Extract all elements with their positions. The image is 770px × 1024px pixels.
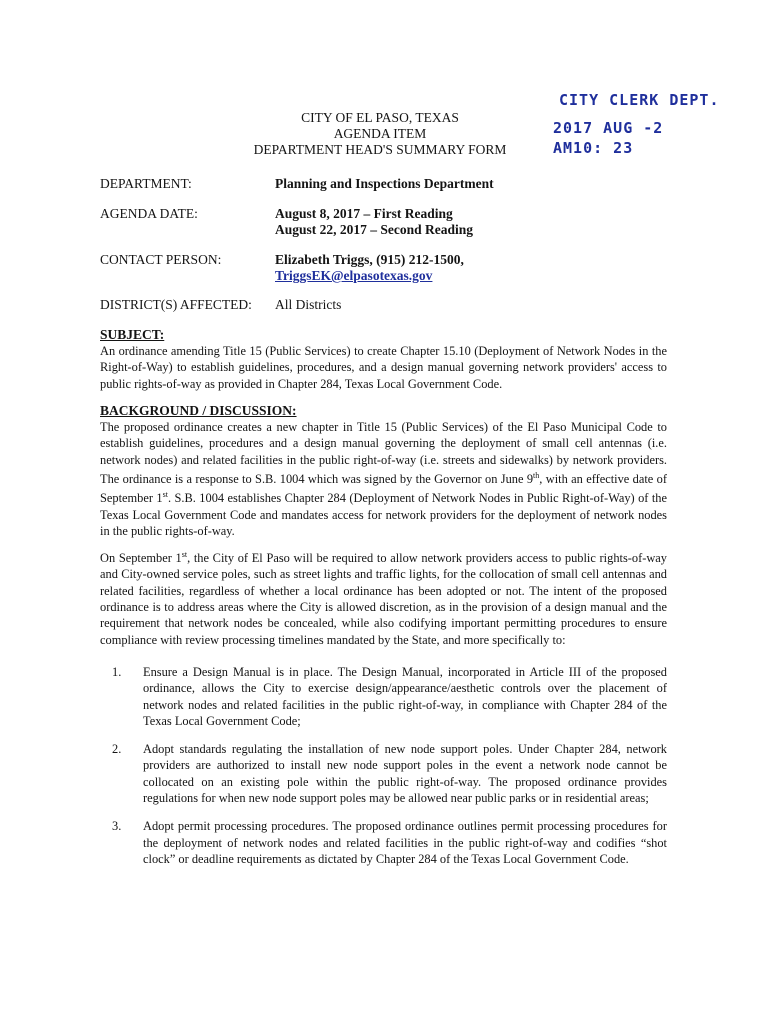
list-item-number: 1. bbox=[112, 665, 122, 679]
background-heading: BACKGROUND / DISCUSSION: bbox=[100, 403, 297, 418]
list-item bbox=[112, 741, 667, 806]
city-clerk-received-stamp bbox=[553, 90, 723, 158]
list-item-text: Adopt standards regulating the installation of new node support poles. Under Chapter 284, network providers are authorized to install new node support poles in the event a network node cannot be collocated on an existing pole within the public right-of-way. The proposed ordinance provides regulations for when new node support poles may be allowed near public parks or in residential areas; bbox=[143, 742, 667, 806]
header-agenda-item: AGENDA ITEM bbox=[333, 126, 427, 141]
districts-label: DISTRICT(S) AFFECTED: bbox=[100, 297, 252, 312]
agenda-date-value bbox=[275, 206, 473, 238]
list-item-text: Ensure a Design Manual is in place. The Design Manual, incorporated in Article III of the proposed ordinance, allows the City to exercise design/appearance/aesthetic controls over the placement of network nodes and related facilities in the public right-of-way, in compliance with Chapter 284 of the Texas Local Government Code; bbox=[143, 665, 667, 728]
header-city: CITY OF EL PASO, TEXAS bbox=[301, 110, 459, 125]
list-item-number: 2. bbox=[112, 742, 122, 757]
stamp-line-2: 2017 AUG -2 AM10: 23 bbox=[553, 119, 664, 157]
stamp-line-1: CITY CLERK DEPT. bbox=[559, 91, 720, 109]
list-item bbox=[112, 818, 667, 867]
agenda-date-first-reading: August 8, 2017 – First Reading bbox=[275, 206, 453, 221]
agenda-date-label: AGENDA DATE: bbox=[100, 206, 198, 221]
subject-heading: SUBJECT: bbox=[100, 327, 165, 342]
header-form-title: DEPARTMENT HEAD'S SUMMARY FORM bbox=[253, 142, 507, 157]
department-value: Planning and Inspections Department bbox=[275, 176, 494, 191]
list-item bbox=[112, 664, 667, 729]
document-header bbox=[230, 110, 530, 158]
objectives-list bbox=[112, 664, 667, 879]
contact-name-phone: Elizabeth Triggs, (915) 212-1500, bbox=[275, 252, 464, 267]
department-label: DEPARTMENT: bbox=[100, 176, 192, 191]
list-item-number: 3. bbox=[112, 819, 122, 834]
background-paragraph-2: On September 1st, the City of El Paso will be required to allow network providers access to public rights-of-way and City-owned service poles, such as street lights and traffic lights, for the collocation of small cell antennas and related facilities, regardless of whether a local ordinance has been adopted or not. The intent of the proposed ordinance is to address areas where the City is allowed discretion, as in the provision of a design manual and the requirement that network nodes be concealed, while also codifying important permitting procedures to ensure compliance with review processing timelines mandated by the State, and more specifically to: bbox=[100, 550, 667, 647]
districts-value: All Districts bbox=[275, 297, 342, 312]
contact-label: CONTACT PERSON: bbox=[100, 252, 222, 267]
subject-text: An ordinance amending Title 15 (Public Services) to create Chapter 15.10 (Deployment of Network Nodes in the Right-of-Way) to establish guidelines, procedures, and a design manual governing network providers' access to public rights-of-way as provided in Chapter 284, Texas Local Government Code. bbox=[100, 344, 667, 391]
background-paragraph-1: The proposed ordinance creates a new chapter in Title 15 (Public Services) of the El Paso Municipal Code to establish guidelines, procedures and a design manual governing the deployment of small cell antennas (i.e. network nodes) and related facilities in the public right-of-way (i.e. streets and sidewalks) by network providers. The ordinance is a response to S.B. 1004 which was signed by the Governor on June 9th, with an effective date of September 1st. S.B. 1004 establishes Chapter 284 (Deployment of Network Nodes in Public Right-of-Way) of the Texas Local Government Code and mandates access for network providers for the deployment of network nodes in the public rights-of-way. bbox=[100, 420, 667, 539]
contact-email-link[interactable]: TriggsEK@elpasotexas.gov bbox=[275, 268, 433, 283]
list-item-text: Adopt permit processing procedures. The proposed ordinance outlines permit processing procedures for the deployment of network nodes and related facilities in the public right-of-way and codifies “shot clock” or deadline requirements as dictated by Chapter 284 of the Texas Local Government Code. bbox=[143, 819, 667, 866]
contact-value bbox=[275, 252, 464, 284]
agenda-date-second-reading: August 22, 2017 – Second Reading bbox=[275, 222, 474, 237]
